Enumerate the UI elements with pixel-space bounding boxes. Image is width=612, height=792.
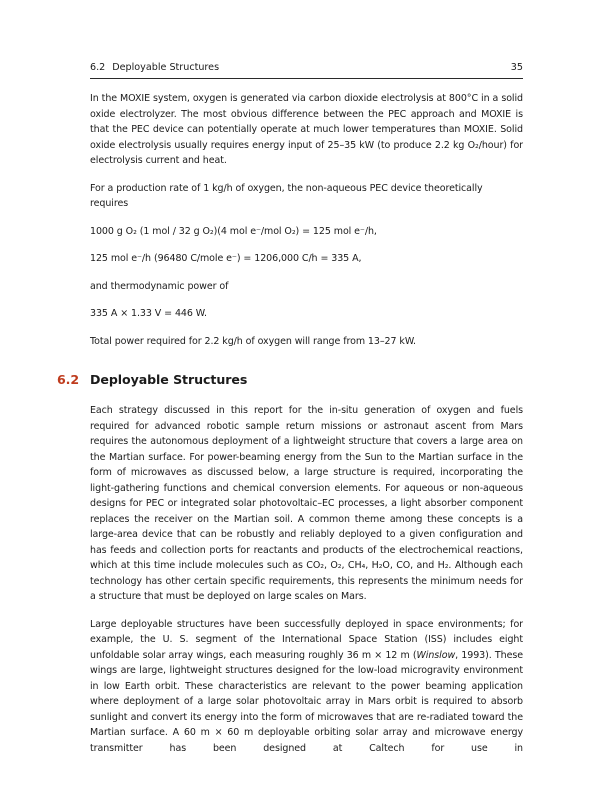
intro-paragraph-total-power: Total power required for 2.2 kg/h of oxygen will range from 13–27 kW. — [90, 335, 416, 347]
paragraph-text-after-citation: , 1993). These wings are large, lightweight structures designed for the low-load microgravity environment in low Earth orbit. These characteristics are relevant to the power beaming application where deployment of a large solar photovoltaic array in Mars orbit is required to absorb sunlight and convert its energy into the form of microwaves that are re-radiated toward the Martian surface. A 60 m × 60 m deployable orbiting solar array and microwave energy transmitter has been designed at Caltech for use in — [90, 649, 523, 754]
intro-paragraph-moxie: In the MOXIE system, oxygen is generated via carbon dioxide electrolysis at 800°C in a solid oxide electrolyzer. The most obvious difference between the PEC approach and MOXIE is that the PEC device can potentially operate at much lower temperatures than MOXIE. Solid oxide electrolysis usually requires energy input of 25–35 kW (to produce 2.2 kg O₂/hour) for electrolysis current and heat. — [90, 93, 523, 166]
equation-power: 335 A × 1.33 V = 446 W. — [90, 308, 207, 319]
page-body — [57, 91, 523, 756]
equation-moles: 1000 g O₂ (1 mol / 32 g O₂)(4 mol e⁻/mol O₂) = 125 mol e⁻/h, — [90, 225, 377, 237]
paragraph-text-before-citation: Large deployable structures have been successfully deployed in space environments; for example, the U. S. segment of the International Space Station (ISS) includes eight unfoldable solar array wings, each measuring roughly 36 m × 12 m ( — [90, 618, 523, 661]
running-header-section-number: 6.2 — [90, 62, 106, 73]
citation-author: Winslow — [416, 649, 456, 661]
section-paragraph-deployable-structures — [90, 617, 523, 757]
running-header-section — [90, 62, 219, 73]
running-header-section-title: Deployable Structures — [112, 62, 220, 73]
intro-paragraph-thermodynamic: and thermodynamic power of — [90, 280, 229, 292]
section-heading — [57, 372, 523, 388]
section-title: Deployable Structures — [90, 372, 248, 387]
section-number: 6.2 — [57, 372, 80, 387]
text-block — [57, 62, 523, 756]
page-number: 35 — [510, 62, 523, 73]
running-header — [90, 62, 523, 79]
intro-paragraph-production-rate: For a production rate of 1 kg/h of oxygen, the non-aqueous PEC device theoretically requires — [90, 182, 483, 209]
section-paragraph-strategies: Each strategy discussed in this report for the in-situ generation of oxygen and fuels required for advanced robotic sample return missions or astronaut ascent from Mars requires the autonomous deployment of a lightweight structure that covers a large area on the Martian surface. For power-beaming energy from the Sun to the Martian surface in the form of microwaves as discussed below, a large structure is required, incorporating the light-gathering functions and chemical conversion elements. For aqueous or non-aqueous designs for PEC or integrated solar photovoltaic–EC processes, a light absorber component replaces the receiver on the Martian soil. A common theme among these concepts is a large-area device that can be robustly and reliably deployed to a given configuration and has feeds and collection ports for reactants and products of the electrochemical reactions, which at this time include molecules such as CO₂, O₂, CH₄, H₂O, CO, and H₂. Although each technology has other certain specific requirements, this represents the minimum needs for a structure that must be deployed on large scales on Mars. — [90, 405, 523, 602]
equation-charge: 125 mol e⁻/h (96480 C/mole e⁻) = 1206,000 C/h = 335 A, — [90, 253, 362, 264]
